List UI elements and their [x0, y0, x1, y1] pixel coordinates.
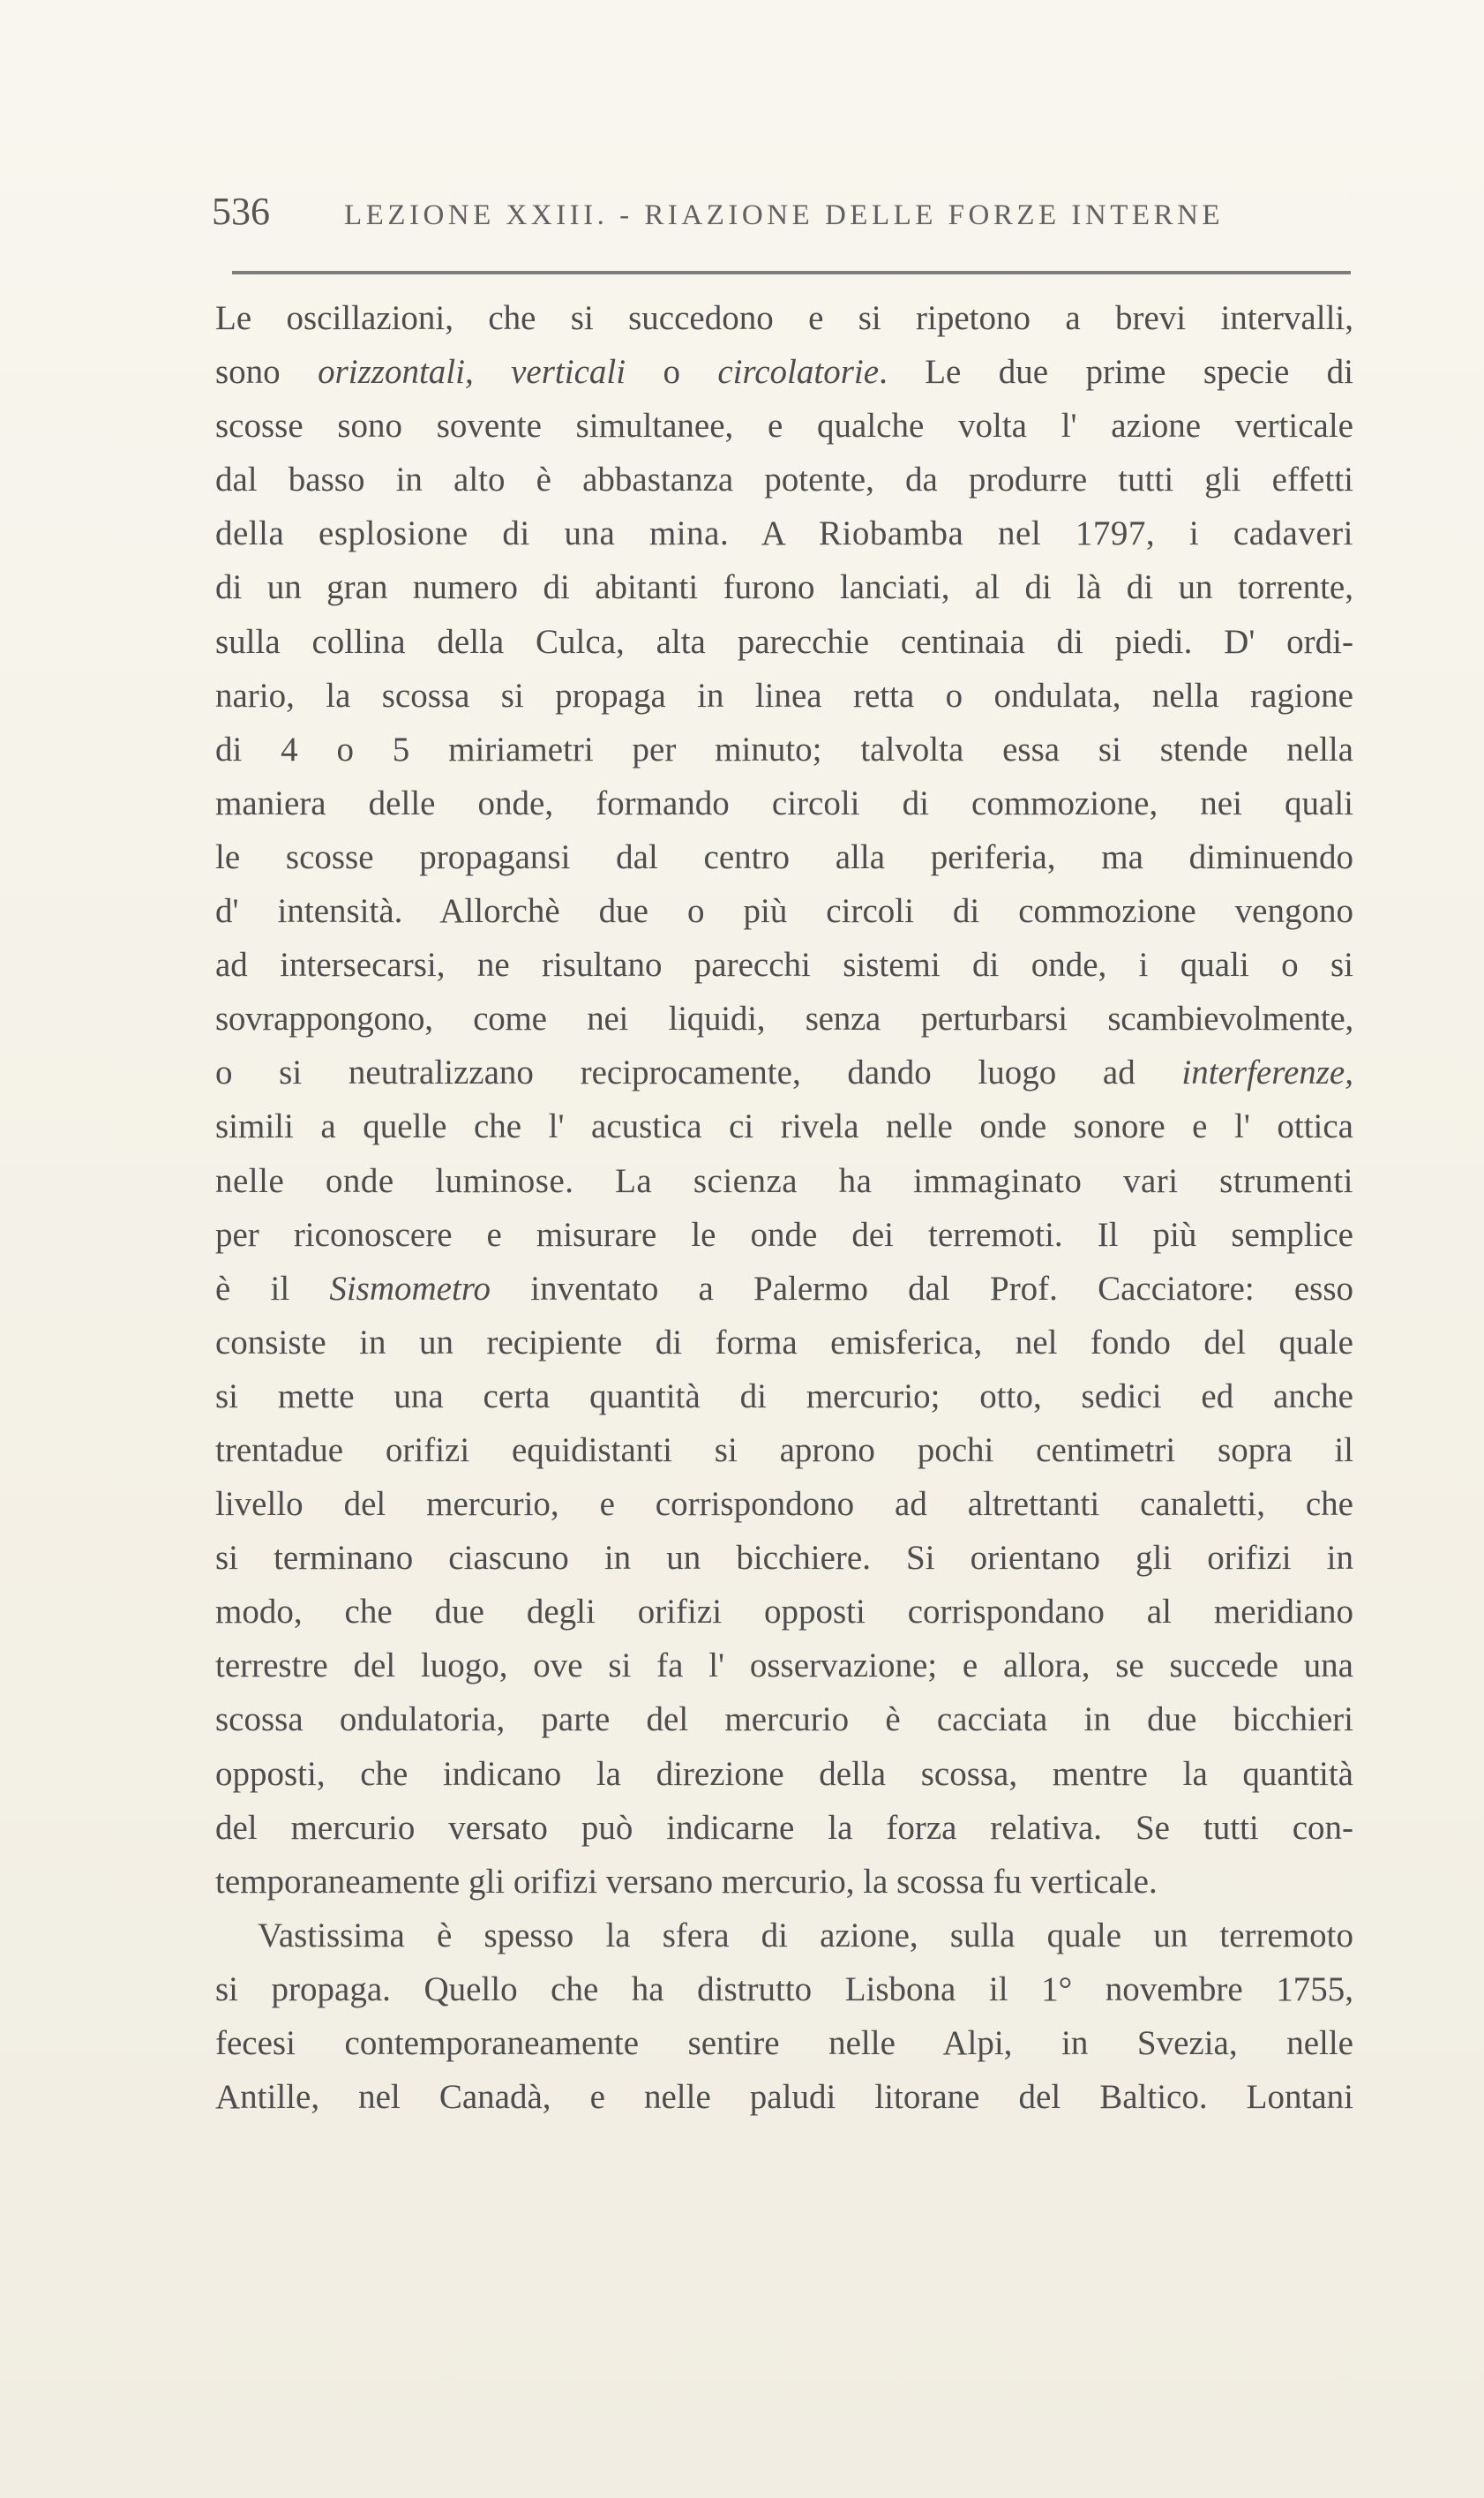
text-run: di 4 o 5 miriametri per minuto; talvolta essa si stende nella [215, 730, 1353, 769]
body-text [215, 291, 1353, 2124]
italic-run: interferenze, [1181, 1054, 1353, 1092]
italic-run: Sismometro [329, 1269, 491, 1308]
text-line [215, 1423, 1353, 1477]
text-run: o si neutralizzano reciprocamente, dando luogo ad [215, 1054, 1182, 1092]
text-line [215, 1855, 1353, 1909]
text-run: consiste in un recipiente di forma emisferica, nel fondo del quale [215, 1323, 1353, 1362]
text-run: nelle onde luminose. La scienza ha immaginato vari strumenti [215, 1161, 1353, 1200]
text-line [215, 1692, 1353, 1746]
text-line [215, 1909, 1353, 1962]
text-run: . Le due prime specie di [879, 353, 1353, 392]
text-run: d' intensità. Allorchè due o più circoli di commozione vengono [215, 892, 1353, 931]
text-run: trentadue orifizi equidistanti si aprono pochi centimetri sopra il [215, 1430, 1353, 1469]
text-line [215, 2016, 1353, 2070]
text-line [215, 1639, 1353, 1692]
text-run: le scosse propagansi dal centro alla periferia, ma diminuendo [215, 837, 1353, 876]
text-line [215, 1262, 1353, 1316]
text-line [215, 453, 1353, 506]
text-line [215, 291, 1353, 345]
text-line [215, 345, 1353, 399]
text-line [215, 723, 1353, 776]
text-line [215, 1046, 1353, 1099]
text-run: si terminano ciascuno in un bicchiere. Si orientano gli orifizi in [215, 1539, 1353, 1578]
text-run: del mercurio versato può indicarne la forza relativa. Se tutti con- [215, 1808, 1353, 1847]
text-run: temporaneamente gli orifizi versano mercurio, la scossa fu verticale. [215, 1862, 1158, 1901]
text-line [215, 1208, 1353, 1262]
text-run: sovrappongono, come nei liquidi, senza perturbarsi scambievolmente, [215, 1000, 1353, 1039]
text-run: si mette una certa quantità di mercurio; otto, sedici ed anche [215, 1377, 1353, 1415]
text-line [215, 1099, 1353, 1153]
text-line [215, 1316, 1353, 1369]
text-line [215, 1801, 1353, 1855]
text-run: sulla collina della Culca, alta parecchie centinaia di piedi. D' ordi- [215, 622, 1353, 661]
text-line [215, 1477, 1353, 1531]
text-line [215, 992, 1353, 1046]
text-run: scosse sono sovente simultanee, e qualche volta l' azione verticale [215, 407, 1353, 446]
running-head: LEZIONE XXIII. - RIAZIONE DELLE FORZE INTERNE [344, 199, 1225, 231]
text-run: simili a quelle che l' acustica ci rivela nelle onde sonore e l' ottica [215, 1107, 1353, 1146]
text-line [215, 776, 1353, 830]
text-line [215, 669, 1353, 723]
header-rule [232, 271, 1351, 274]
italic-run: orizzontali, verticali [318, 353, 626, 392]
text-run: o [626, 353, 718, 392]
text-line [215, 1154, 1353, 1208]
text-run: opposti, che indicano la direzione della scossa, mentre la quantità [215, 1754, 1353, 1793]
text-line [215, 1531, 1353, 1585]
text-line [215, 1747, 1353, 1801]
text-line [215, 1585, 1353, 1639]
text-line [215, 1962, 1353, 2016]
text-run: è il [215, 1269, 330, 1308]
text-run: scossa ondulatoria, parte del mercurio è cacciata in due bicchieri [215, 1700, 1353, 1739]
text-run: inventato a Palermo dal Prof. Cacciatore: esso [491, 1269, 1354, 1308]
text-line [215, 2070, 1353, 2124]
page-header [212, 192, 1323, 245]
text-run: ad intersecarsi, ne risultano parecchi sistemi di onde, i quali o si [215, 946, 1353, 985]
text-run: Antille, nel Canadà, e nelle paludi litorane del Baltico. Lontani [215, 2078, 1353, 2117]
text-run: Vastissima è spesso la sfera di azione, sulla quale un terremoto [258, 1916, 1353, 1954]
text-line [215, 560, 1353, 614]
text-line [215, 938, 1353, 992]
text-run: di un gran numero di abitanti furono lanciati, al di là di un torrente, [215, 568, 1353, 607]
text-line [215, 506, 1353, 560]
text-run: fecesi contemporaneamente sentire nelle Alpi, in Svezia, nelle [215, 2024, 1353, 2062]
page-number: 536 [212, 190, 270, 233]
text-run: Le oscillazioni, che si succedono e si ripetono a brevi intervalli, [215, 299, 1353, 337]
italic-run: circolatorie [717, 353, 880, 392]
text-line [215, 1369, 1353, 1423]
text-line [215, 399, 1353, 453]
text-run: dal basso in alto è abbastanza potente, da produrre tutti gli effetti [215, 461, 1353, 499]
text-run: nario, la scossa si propaga in linea retta o ondulata, nella ragione [215, 676, 1353, 715]
text-line [215, 830, 1353, 884]
text-run: sono [215, 353, 319, 392]
text-run: maniera delle onde, formando circoli di commozione, nei quali [215, 784, 1353, 822]
text-run: per riconoscere e misurare le onde dei terremoti. Il più semplice [215, 1215, 1353, 1254]
text-run: livello del mercurio, e corrispondono ad altrettanti canaletti, che [215, 1485, 1353, 1524]
text-line [215, 884, 1353, 938]
text-run: si propaga. Quello che ha distrutto Lisbona il 1° novembre 1755, [215, 1969, 1353, 2008]
text-run: modo, che due degli orifizi opposti corrispondano al meridiano [215, 1593, 1353, 1632]
text-run: terrestre del luogo, ove si fa l' osservazione; e allora, se succede una [215, 1647, 1353, 1685]
text-run: della esplosione di una mina. A Riobamba nel 1797, i cadaveri [215, 514, 1353, 553]
text-line [215, 615, 1353, 669]
